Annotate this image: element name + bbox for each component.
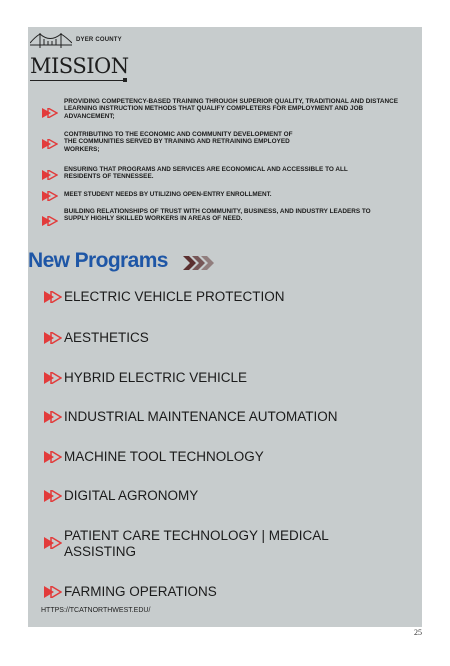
red-arrow-icon — [44, 490, 62, 502]
red-arrow-icon — [44, 537, 62, 549]
red-arrow-icon — [44, 586, 62, 598]
red-arrow-icon — [42, 191, 58, 201]
program-item-text: ELECTRIC VEHICLE PROTECTION — [64, 289, 285, 304]
mission-item-text: MEET STUDENT NEEDS BY UTILIZING OPEN-ENTRY ENROLLMENT. — [64, 191, 272, 198]
page-number: 25 — [414, 628, 422, 637]
red-arrow-icon — [44, 451, 62, 463]
mission-item-text: CONTRIBUTING TO THE ECONOMIC AND COMMUNITY DEVELOPMENT OF THE COMMUNITIES SERVED BY TRAINING AND RETRAINING EMPLOYED WORKERS; — [64, 131, 293, 153]
new-programs-title: New Programs — [28, 249, 168, 272]
mission-underline — [30, 80, 125, 81]
program-item-text: INDUSTRIAL MAINTENANCE AUTOMATION — [64, 409, 338, 424]
red-arrow-icon — [42, 108, 58, 118]
red-arrow-icon — [42, 216, 58, 226]
mission-title: MISSION — [30, 54, 129, 78]
website-url[interactable]: HTTPS://TCATNORTHWEST.EDU/ — [41, 607, 151, 614]
mission-item-text: ENSURING THAT PROGRAMS AND SERVICES ARE ECONOMICAL AND ACCESSIBLE TO ALL RESIDENTS OF TENNESSEE. — [64, 166, 348, 181]
program-item-text: HYBRID ELECTRIC VEHICLE — [64, 370, 248, 385]
program-item-text: PATIENT CARE TECHNOLOGY | MEDICAL ASSISTING — [64, 528, 329, 559]
program-item-text: FARMING OPERATIONS — [64, 584, 217, 599]
mission-item-text: BUILDING RELATIONSHIPS OF TRUST WITH COMMUNITY, BUSINESS, AND INDUSTRY LEADERS TO SUPPLY HIGHLY SKILLED WORKERS IN AREAS OF NEED. — [64, 208, 371, 223]
mission-underline-square — [123, 78, 127, 82]
red-arrow-icon — [42, 170, 58, 180]
bridge-icon — [30, 31, 72, 51]
red-arrow-icon — [44, 411, 62, 423]
red-arrow-icon — [44, 372, 62, 384]
program-item-text: DIGITAL AGRONOMY — [64, 488, 199, 503]
header — [28, 31, 228, 51]
county-label: DYER COUNTY — [76, 37, 122, 43]
triple-chevron-icon — [183, 256, 215, 270]
red-arrow-icon — [44, 332, 62, 344]
page-panel — [28, 27, 422, 627]
red-arrow-icon — [42, 139, 58, 149]
program-item-text: AESTHETICS — [64, 330, 149, 345]
red-arrow-icon — [44, 291, 62, 303]
mission-item-text: PROVIDING COMPETENCY-BASED TRAINING THROUGH SUPERIOR QUALITY, TRADITIONAL AND DISTANCE LEARNING INSTRUCTION METHODS THAT QUALIFY COMPLETERS FOR EMPLOYMENT AND JOB ADVANCEMENT; — [64, 98, 398, 120]
program-item-text: MACHINE TOOL TECHNOLOGY — [64, 449, 264, 464]
